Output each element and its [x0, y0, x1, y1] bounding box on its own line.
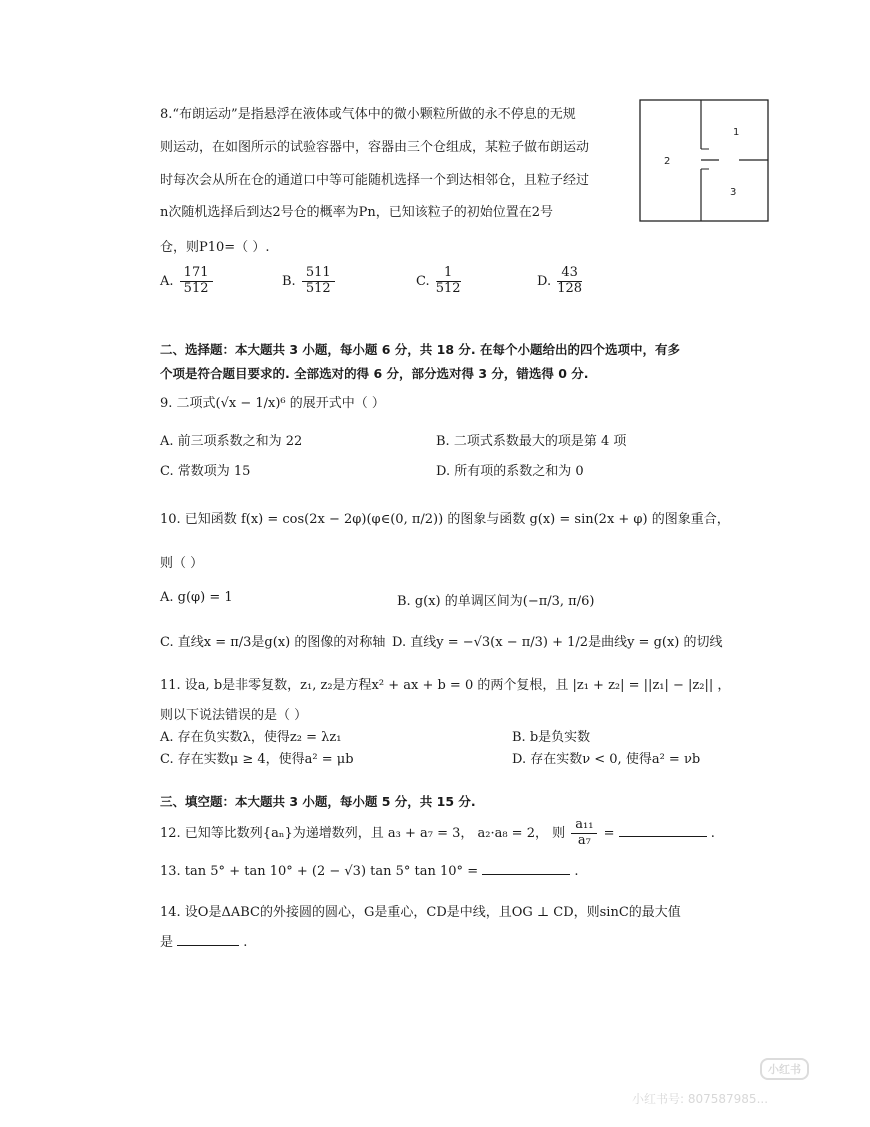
q12-text: 12. 已知等比数列{aₙ}为递增数列，且 a₃ + a₇ = 3， a₂·a₈ = 2， 则: [160, 825, 566, 841]
fraction-denominator: 128: [557, 280, 583, 296]
q9-stem: 9. 二项式(√x − 1/x)⁶ 的展开式中（ ）: [160, 396, 385, 411]
q12-equals: =: [603, 825, 615, 841]
q13-period: .: [574, 864, 579, 879]
section-3-heading: 三、填空题：本大题共 3 小题，每小题 5 分，共 15 分.: [160, 794, 476, 809]
container-figure: [639, 99, 770, 223]
fraction-denominator: a₇: [577, 832, 591, 848]
q14-line-2: [160, 931, 247, 950]
chamber-label-2: 2: [664, 156, 671, 167]
chamber-label-3: 3: [730, 187, 737, 198]
q8-line-3: 时每次会从所在仓的通道口中等可能随机选择一个到达相邻仓，且粒子经过: [160, 173, 590, 188]
option-fraction: [302, 266, 335, 297]
q14-line-1: 14. 设O是ΔABC的外接圆的圆心，G是重心，CD是中线，且OG ⊥ CD，则sinC的最大值: [160, 905, 681, 920]
q8-line-1: 8.“布朗运动”是指悬浮在液体或气体中的微小颗粒所做的永不停息的无规: [160, 107, 576, 122]
option-label: C.: [416, 273, 430, 289]
q9-option-d[interactable]: D. 所有项的系数之和为 0: [436, 464, 584, 479]
q8-line-2: 则运动，在如图所示的试验容器中，容器由三个仓组成，某粒子做布朗运动: [160, 140, 590, 155]
fraction-denominator: 512: [183, 280, 209, 296]
q14-answer-blank[interactable]: [177, 933, 239, 946]
watermark-badge: [760, 1058, 809, 1080]
q13-text: 13. tan 5° + tan 10° + (2 − √3) tan 5° tan 10° =: [160, 864, 479, 879]
option-label: D.: [537, 273, 552, 289]
q14-prefix: 是: [160, 935, 174, 950]
q9-option-b[interactable]: B. 二项式系数最大的项是第 4 项: [436, 434, 627, 449]
option-fraction: [557, 266, 582, 297]
fraction-denominator: 512: [435, 280, 461, 296]
q11-option-d[interactable]: D. 存在实数ν < 0, 使得a² = νb: [512, 752, 701, 767]
q8-line-5: 仓，则P10=（ ）.: [160, 240, 270, 255]
q9-option-c[interactable]: C. 常数项为 15: [160, 464, 251, 479]
chamber-label-1: 1: [733, 127, 740, 138]
q10-option-a[interactable]: A. g(φ) = 1: [160, 590, 233, 605]
option-fraction: [180, 266, 213, 297]
q8-line-4: n次随机选择后到达2号仓的概率为Pn，已知该粒子的初始位置在2号: [160, 205, 554, 220]
q10-then: 则（ ）: [160, 556, 204, 571]
q11-option-c[interactable]: C. 存在实数μ ≥ 4，使得a² = μb: [160, 752, 354, 767]
q12: [160, 818, 715, 849]
q13-answer-blank[interactable]: [482, 862, 570, 875]
q10-stem: 10. 已知函数 f(x) = cos(2x − 2φ)(φ∈(0, π/2)) 的图象与函数 g(x) = sin(2x + φ) 的图象重合，: [160, 512, 730, 527]
fraction-numerator: 43: [557, 266, 582, 282]
watermark-id: 小红书号: 807587985...: [632, 1092, 769, 1106]
section-2-heading-cont: 个项是符合题目要求的. 全部选对的得 6 分，部分选对得 3 分，错选得 0 分.: [160, 366, 589, 381]
q10-option-b[interactable]: B. g(x) 的单调区间为(−π/3, π/6): [397, 594, 595, 609]
option-label: A.: [160, 273, 174, 289]
q9-option-a[interactable]: A. 前三项系数之和为 22: [160, 434, 303, 449]
q8-option-a[interactable]: [160, 266, 215, 297]
q8-option-d[interactable]: [537, 266, 584, 297]
watermark-badge-text: 小红书: [768, 1063, 801, 1076]
q12-period: .: [710, 825, 715, 841]
option-label: B.: [282, 273, 296, 289]
q11-option-a[interactable]: A. 存在负实数λ，使得z₂ = λz₁: [160, 730, 342, 745]
section-2-heading: 二、选择题：本大题共 3 小题，每小题 6 分，共 18 分. 在每个小题给出的四个选项中，有多: [160, 342, 681, 357]
q12-answer-blank[interactable]: [619, 824, 707, 837]
q10-option-d[interactable]: D. 直线y = −√3(x − π/3) + 1/2是曲线y = g(x) 的切线: [392, 635, 723, 650]
fraction-numerator: a₁₁: [571, 818, 597, 834]
fraction-numerator: 1: [436, 266, 461, 282]
fraction-numerator: 171: [180, 266, 213, 282]
q12-fraction: [571, 818, 597, 849]
q14-period: .: [243, 935, 248, 950]
q11-stem: 11. 设a, b是非零复数，z₁, z₂是方程x² + ax + b = 0 的两个复根，且 |z₁ + z₂| = ||z₁| − |z₂|| ，: [160, 678, 731, 693]
fraction-numerator: 511: [302, 266, 335, 282]
q11-option-b[interactable]: B. b是负实数: [512, 730, 591, 745]
fraction-denominator: 512: [305, 280, 331, 296]
q8-option-c[interactable]: [416, 266, 463, 297]
option-fraction: [436, 266, 461, 297]
q13: [160, 862, 579, 879]
q8-option-b[interactable]: [282, 266, 337, 297]
q10-option-c[interactable]: C. 直线x = π/3是g(x) 的图像的对称轴: [160, 635, 386, 650]
q11-then: 则以下说法错误的是（ ）: [160, 708, 308, 723]
